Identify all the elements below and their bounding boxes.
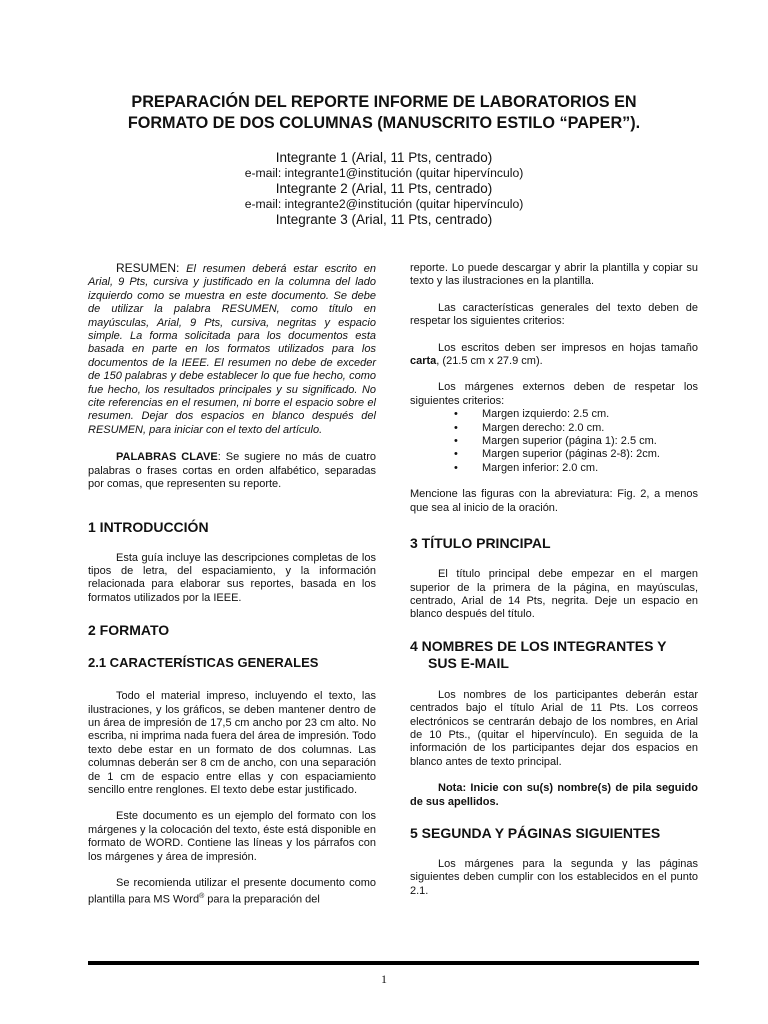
- bullet-icon: •: [454, 461, 458, 474]
- intro-paragraph: Esta guía incluye las descripciones completas de los tipos de letra, del espaciamiento, y la información relacionada para elaborar sus reportes, basada en los formatos utilizados por la IEEE.: [88, 551, 376, 604]
- formato-paragraph-3-text: Se recomienda utilizar el presente documento como plantilla para MS Word: [88, 877, 376, 907]
- keywords-paragraph: [88, 451, 376, 491]
- section-heading-nombres-line-1: 4 NOMBRES DE LOS INTEGRANTES Y: [410, 637, 667, 654]
- list-item: • Margen derecho: 2.0 cm.: [454, 421, 605, 434]
- abstract-text: El resumen deberá estar escrito en Arial, 9 Pts, cursiva y justificado en la columna del lado izquierdo como se muestra en este documento. Se debe de utilizar la palabra RESUMEN, como título en mayúsculas, Arial, 9 Pts, cursiva, negritas y espacio simple. La forma solicitada para los documentos esta basada en parte en los formatos utilizados para los documentos de la IEEE. El resumen no debe de exceder de 150 palabras y debe establecer lo que fue hecho, como fue hecho, los resultados principales y su significado. No cite referencias en el resumen, ni borre el espacio sobre el resumen. Dejar dos espacios en blanco después del RESUMEN, para iniciar con el texto del artículo.: [88, 263, 376, 436]
- formato-paragraph-5: [410, 342, 698, 369]
- formato-paragraph-3: [88, 877, 376, 907]
- list-item: • Margen inferior: 2.0 cm.: [454, 461, 599, 474]
- author-1-name: Integrante 1 (Arial, 11 Pts, centrado): [275, 150, 493, 165]
- author-3-name: Integrante 3 (Arial, 11 Pts, centrado): [275, 212, 493, 227]
- keywords-text: : Se sugiere no más de cuatro palabras o frases cortas en orden alfabético, separadas por comas, que representen su reporte.: [88, 451, 376, 491]
- author-block: [120, 150, 648, 228]
- formato-paragraph-2: Este documento es un ejemplo del formato con los márgenes y la colocación del texto, éste está disponible en formato de WORD. Contiene las líneas y los párrafos con los márgenes y área de impresión.: [88, 810, 376, 863]
- formato-paragraph-5-text: Los escritos deben ser impresos en hojas tamaño: [438, 341, 698, 354]
- formato-paragraph-3-continued: reporte. Lo puede descargar y abrir la plantilla y copiar su texto y las ilustraciones en la plantilla.: [410, 262, 698, 288]
- section-heading-nombres: [410, 638, 698, 672]
- formato-paragraph-1: Todo el material impreso, incluyendo el texto, las ilustraciones, y los gráficos, se deben mantener dentro de un área de impresión de 17,5 cm ancho por 23 cm alto. No escriba, ni imprima nada fuera del área de impresión. Todo texto debe estar en un formato de dos columnas. Las columnas deberán ser 8 cm de ancho, con una separación de 1 cm de espacio entre ellas y con espaciamiento sencillo entre renglones. El texto debe estar justificado.: [88, 690, 376, 796]
- formato-paragraph-4: Las características generales del texto deben de respetar los siguientes criterios:: [410, 301, 698, 328]
- keywords-label: PALABRAS CLAVE: [116, 451, 218, 464]
- author-2-email: e-mail: integrante2@institución (quitar hipervínculo): [244, 197, 524, 211]
- section-heading-titulo: 3 TÍTULO PRINCIPAL: [410, 535, 551, 552]
- paper-size-bold: carta: [410, 355, 437, 368]
- section-heading-introduccion: 1 INTRODUCCIÓN: [88, 518, 209, 535]
- subsection-heading-caracteristicas: 2.1 CARACTERÍSTICAS GENERALES: [88, 655, 319, 671]
- title-line-2: FORMATO DE DOS COLUMNAS (MANUSCRITO ESTILO “PAPER”).: [127, 114, 641, 132]
- list-item: • Margen superior (páginas 2-8): 2cm.: [454, 448, 660, 461]
- section-heading-formato: 2 FORMATO: [88, 622, 170, 639]
- list-item: • Margen izquierdo: 2.5 cm.: [454, 408, 610, 421]
- right-column: [410, 262, 698, 898]
- bullet-icon: •: [454, 408, 458, 421]
- title-line-1: PREPARACIÓN DEL REPORTE INFORME DE LABORATORIOS EN: [131, 93, 637, 111]
- formato-paragraph-3-end: para la preparación del: [204, 894, 320, 907]
- page-number: 1: [381, 972, 387, 986]
- abstract-paragraph: [88, 262, 376, 437]
- registered-mark: ®: [199, 893, 205, 901]
- bullet-icon: •: [454, 421, 458, 434]
- formato-paragraph-5-end: , (21.5 cm x 27.9 cm).: [436, 355, 543, 368]
- bullet-icon: •: [454, 448, 458, 461]
- paper-title: [80, 92, 688, 134]
- segunda-paragraph: Los márgenes para la segunda y las páginas siguientes deben cumplir con los establecidos en el punto 2.1.: [410, 857, 698, 897]
- left-column: [88, 262, 376, 907]
- list-item: • Margen superior (página 1): 2.5 cm.: [454, 435, 657, 448]
- titulo-paragraph: El título principal debe empezar en el margen superior de la primera de la página, en mayúsculas, centrado, Arial de 14 Pts, negrita. Deje un espacio en blanco después del título.: [410, 568, 698, 621]
- formato-paragraph-6: Los márgenes externos deben de respetar los siguientes criterios:: [410, 381, 698, 407]
- author-2-name: Integrante 2 (Arial, 11 Pts, centrado): [275, 181, 493, 196]
- nombres-note: Nota: Inicie con su(s) nombre(s) de pila seguido de sus apellidos.: [410, 782, 698, 808]
- author-1-email: e-mail: integrante1@institución (quitar hipervínculo): [244, 166, 524, 180]
- section-heading-segunda: 5 SEGUNDA Y PÁGINAS SIGUIENTES: [410, 824, 661, 841]
- formato-paragraph-7: Mencione las figuras con la abreviatura: Fig. 2, a menos que sea al inicio de la oración.: [410, 488, 698, 514]
- nombres-paragraph: Los nombres de los participantes deberán estar centrados bajo el título Arial de 11 Pts. Los correos electrónicos se centrarán debajo de los nombres, en Arial de 10 Pts., (quitar el hipervínculo). En seguida de la información de los participantes dejar dos espacios en blanco antes de texto principal.: [410, 688, 698, 768]
- bullet-icon: •: [454, 435, 458, 448]
- section-heading-nombres-line-2: SUS E-MAIL: [428, 654, 509, 671]
- abstract-label: RESUMEN:: [116, 261, 180, 275]
- margins-bullet-list: [410, 408, 698, 475]
- footer-rule: [88, 961, 699, 965]
